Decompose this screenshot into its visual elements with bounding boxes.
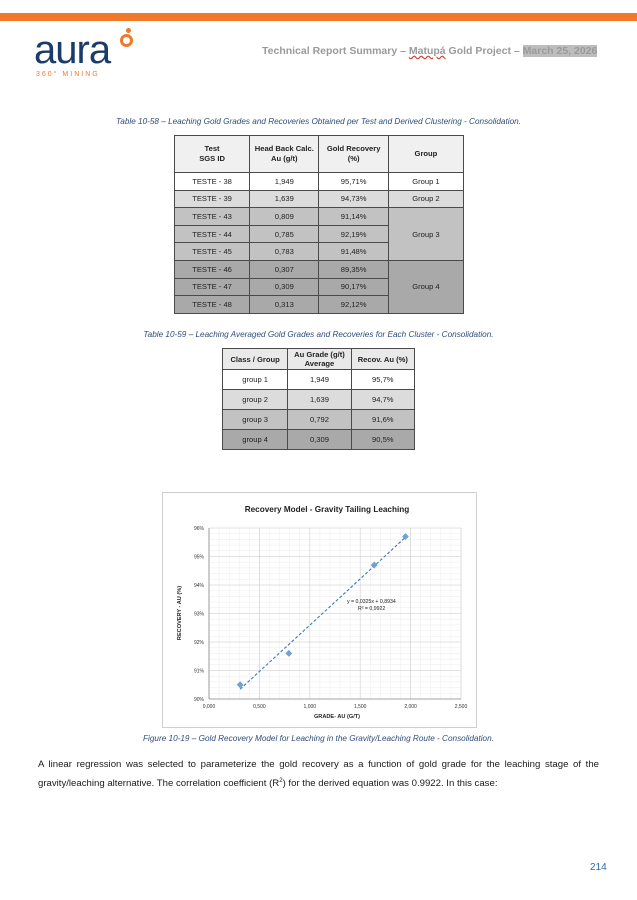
cell-recovery: 95,7% bbox=[351, 370, 414, 390]
chart-svg bbox=[163, 493, 476, 727]
logo-wordmark: aura bbox=[34, 28, 111, 72]
cell-test-id: TESTE - 45 bbox=[175, 243, 250, 261]
table58-caption: Table 10-58 – Leaching Gold Grades and Recoveries Obtained per Test and Derived Clustering - Consolidation. bbox=[116, 117, 521, 126]
cell-test-id: TESTE - 44 bbox=[175, 225, 250, 243]
cell-test-id: TESTE - 39 bbox=[175, 190, 250, 208]
cell-au: 1,639 bbox=[250, 190, 319, 208]
y-tick-label: 93% bbox=[193, 611, 204, 618]
trendline-equation: y = 0,0325x + 0,8934 bbox=[347, 599, 396, 605]
header-project-name: Matupá bbox=[408, 45, 446, 57]
column-header bbox=[388, 136, 463, 173]
column-header-text: Head Back Calc. Au (g/t) bbox=[254, 144, 314, 163]
y-tick-label: 90% bbox=[193, 697, 204, 703]
table-row bbox=[223, 390, 415, 410]
cell-class: group 4 bbox=[223, 430, 288, 450]
data-point bbox=[286, 650, 292, 656]
column-header bbox=[175, 136, 250, 173]
cell-au: 1,949 bbox=[250, 173, 319, 191]
table-header-row bbox=[223, 349, 415, 370]
table-row bbox=[223, 370, 415, 390]
y-tick-label: 92% bbox=[193, 640, 204, 646]
column-header: Au Grade (g/t) Average bbox=[288, 349, 351, 370]
column-header-text: Group bbox=[414, 149, 438, 158]
cell-recovery: 91,6% bbox=[351, 410, 414, 430]
y-tick-label: 96% bbox=[193, 526, 204, 532]
x-tick-label: 2,500 bbox=[454, 704, 468, 710]
x-tick-label: 1,000 bbox=[303, 704, 317, 710]
chart-axes bbox=[194, 526, 467, 710]
table-row bbox=[175, 190, 464, 208]
y-tick-label: 94% bbox=[193, 583, 204, 589]
cell-recovery: 94,7% bbox=[351, 390, 414, 410]
cell-au: 0,792 bbox=[288, 410, 351, 430]
trendline-r2: R² = 0,9922 bbox=[358, 606, 386, 612]
table-row bbox=[175, 173, 464, 191]
table59-caption: Table 10-59 – Leaching Averaged Gold Grades and Recoveries for Each Cluster - Consolidation. bbox=[143, 330, 494, 339]
cell-group: Group 3 bbox=[388, 208, 463, 261]
x-axis-label: GRADE- AU (G/T) bbox=[313, 714, 361, 720]
cell-au: 0,307 bbox=[250, 260, 319, 278]
column-header-text: Test SGS ID bbox=[199, 144, 225, 163]
cell-recovery: 89,35% bbox=[319, 260, 388, 278]
cell-au: 0,809 bbox=[250, 208, 319, 226]
cell-class: group 1 bbox=[223, 370, 288, 390]
cell-recovery: 92,19% bbox=[319, 225, 388, 243]
table-row bbox=[223, 410, 415, 430]
cell-recovery: 90,5% bbox=[351, 430, 414, 450]
body-text-part2: ) for the derived equation was 0.9922. In this case: bbox=[282, 778, 498, 790]
cell-au: 0,783 bbox=[250, 243, 319, 261]
cell-class: group 2 bbox=[223, 390, 288, 410]
cell-recovery: 94,73% bbox=[319, 190, 388, 208]
leaching-grades-table bbox=[174, 135, 464, 314]
x-tick-label: 2,000 bbox=[404, 704, 417, 710]
cell-recovery: 91,14% bbox=[319, 208, 388, 226]
chart-grid bbox=[209, 528, 461, 699]
x-tick-label: 1,500 bbox=[353, 704, 367, 710]
cell-group: Group 2 bbox=[388, 190, 463, 208]
table-row bbox=[175, 208, 464, 226]
aura-logo bbox=[34, 28, 154, 84]
logo-ring-icon bbox=[120, 34, 133, 47]
cell-test-id: TESTE - 47 bbox=[175, 278, 250, 296]
cell-recovery: 95,71% bbox=[319, 173, 388, 191]
cell-group: Group 4 bbox=[388, 260, 463, 313]
cell-recovery: 91,48% bbox=[319, 243, 388, 261]
x-tick-label: 0,500 bbox=[253, 704, 266, 710]
recovery-model-chart bbox=[162, 492, 477, 728]
y-axis-label: RECOVERY - AU (%) bbox=[177, 585, 183, 641]
cell-group: Group 1 bbox=[388, 173, 463, 191]
cell-test-id: TESTE - 38 bbox=[175, 173, 250, 191]
cell-au: 0,309 bbox=[288, 430, 351, 450]
y-tick-label: 95% bbox=[193, 554, 204, 561]
cell-recovery: 92,12% bbox=[319, 296, 388, 314]
cell-au: 0,309 bbox=[250, 278, 319, 296]
cell-test-id: TESTE - 43 bbox=[175, 208, 250, 226]
cell-au: 1,949 bbox=[288, 370, 351, 390]
cell-class: group 3 bbox=[223, 410, 288, 430]
column-header bbox=[319, 136, 388, 173]
header-date: March 25, 2026 bbox=[522, 45, 598, 57]
body-paragraph bbox=[38, 757, 599, 792]
cell-au: 1,639 bbox=[288, 390, 351, 410]
column-header: Class / Group bbox=[223, 349, 288, 370]
cell-recovery: 90,17% bbox=[319, 278, 388, 296]
column-header bbox=[250, 136, 319, 173]
y-tick-label: 91% bbox=[193, 668, 204, 675]
chart-title: Recovery Model - Gravity Tailing Leaching bbox=[244, 505, 410, 514]
logo-tagline: 360° MINING bbox=[36, 71, 100, 78]
cluster-averages-table bbox=[222, 348, 415, 450]
page-number: 214 bbox=[590, 862, 607, 873]
logo-dot-icon bbox=[126, 28, 131, 33]
body-superscript: 2 bbox=[279, 778, 283, 784]
header-orange-bar bbox=[0, 13, 637, 21]
header-title-prefix: Technical Report Summary – bbox=[262, 45, 409, 57]
cell-au: 0,313 bbox=[250, 296, 319, 314]
cell-au: 0,785 bbox=[250, 225, 319, 243]
table-row bbox=[223, 430, 415, 450]
data-point bbox=[237, 682, 243, 688]
table-header-row bbox=[175, 136, 464, 173]
column-header: Recov. Au (%) bbox=[351, 349, 414, 370]
column-header-text: Gold Recovery (%) bbox=[326, 144, 381, 163]
header-title-mid: Gold Project – bbox=[445, 45, 523, 57]
cell-test-id: TESTE - 48 bbox=[175, 296, 250, 314]
cell-test-id: TESTE - 46 bbox=[175, 260, 250, 278]
table-row bbox=[175, 260, 464, 278]
x-tick-label: 0,000 bbox=[202, 704, 216, 710]
header-title bbox=[262, 45, 597, 57]
figure-caption: Figure 10-19 – Gold Recovery Model for Leaching in the Gravity/Leaching Route - Consolidation. bbox=[143, 734, 494, 743]
data-point bbox=[371, 562, 377, 568]
body-text-part1: A linear regression was selected to parameterize the gold recovery as a function of gold grade for the leaching stage of the gravity/leaching alternative. The correlation coefficient (R bbox=[38, 759, 599, 790]
